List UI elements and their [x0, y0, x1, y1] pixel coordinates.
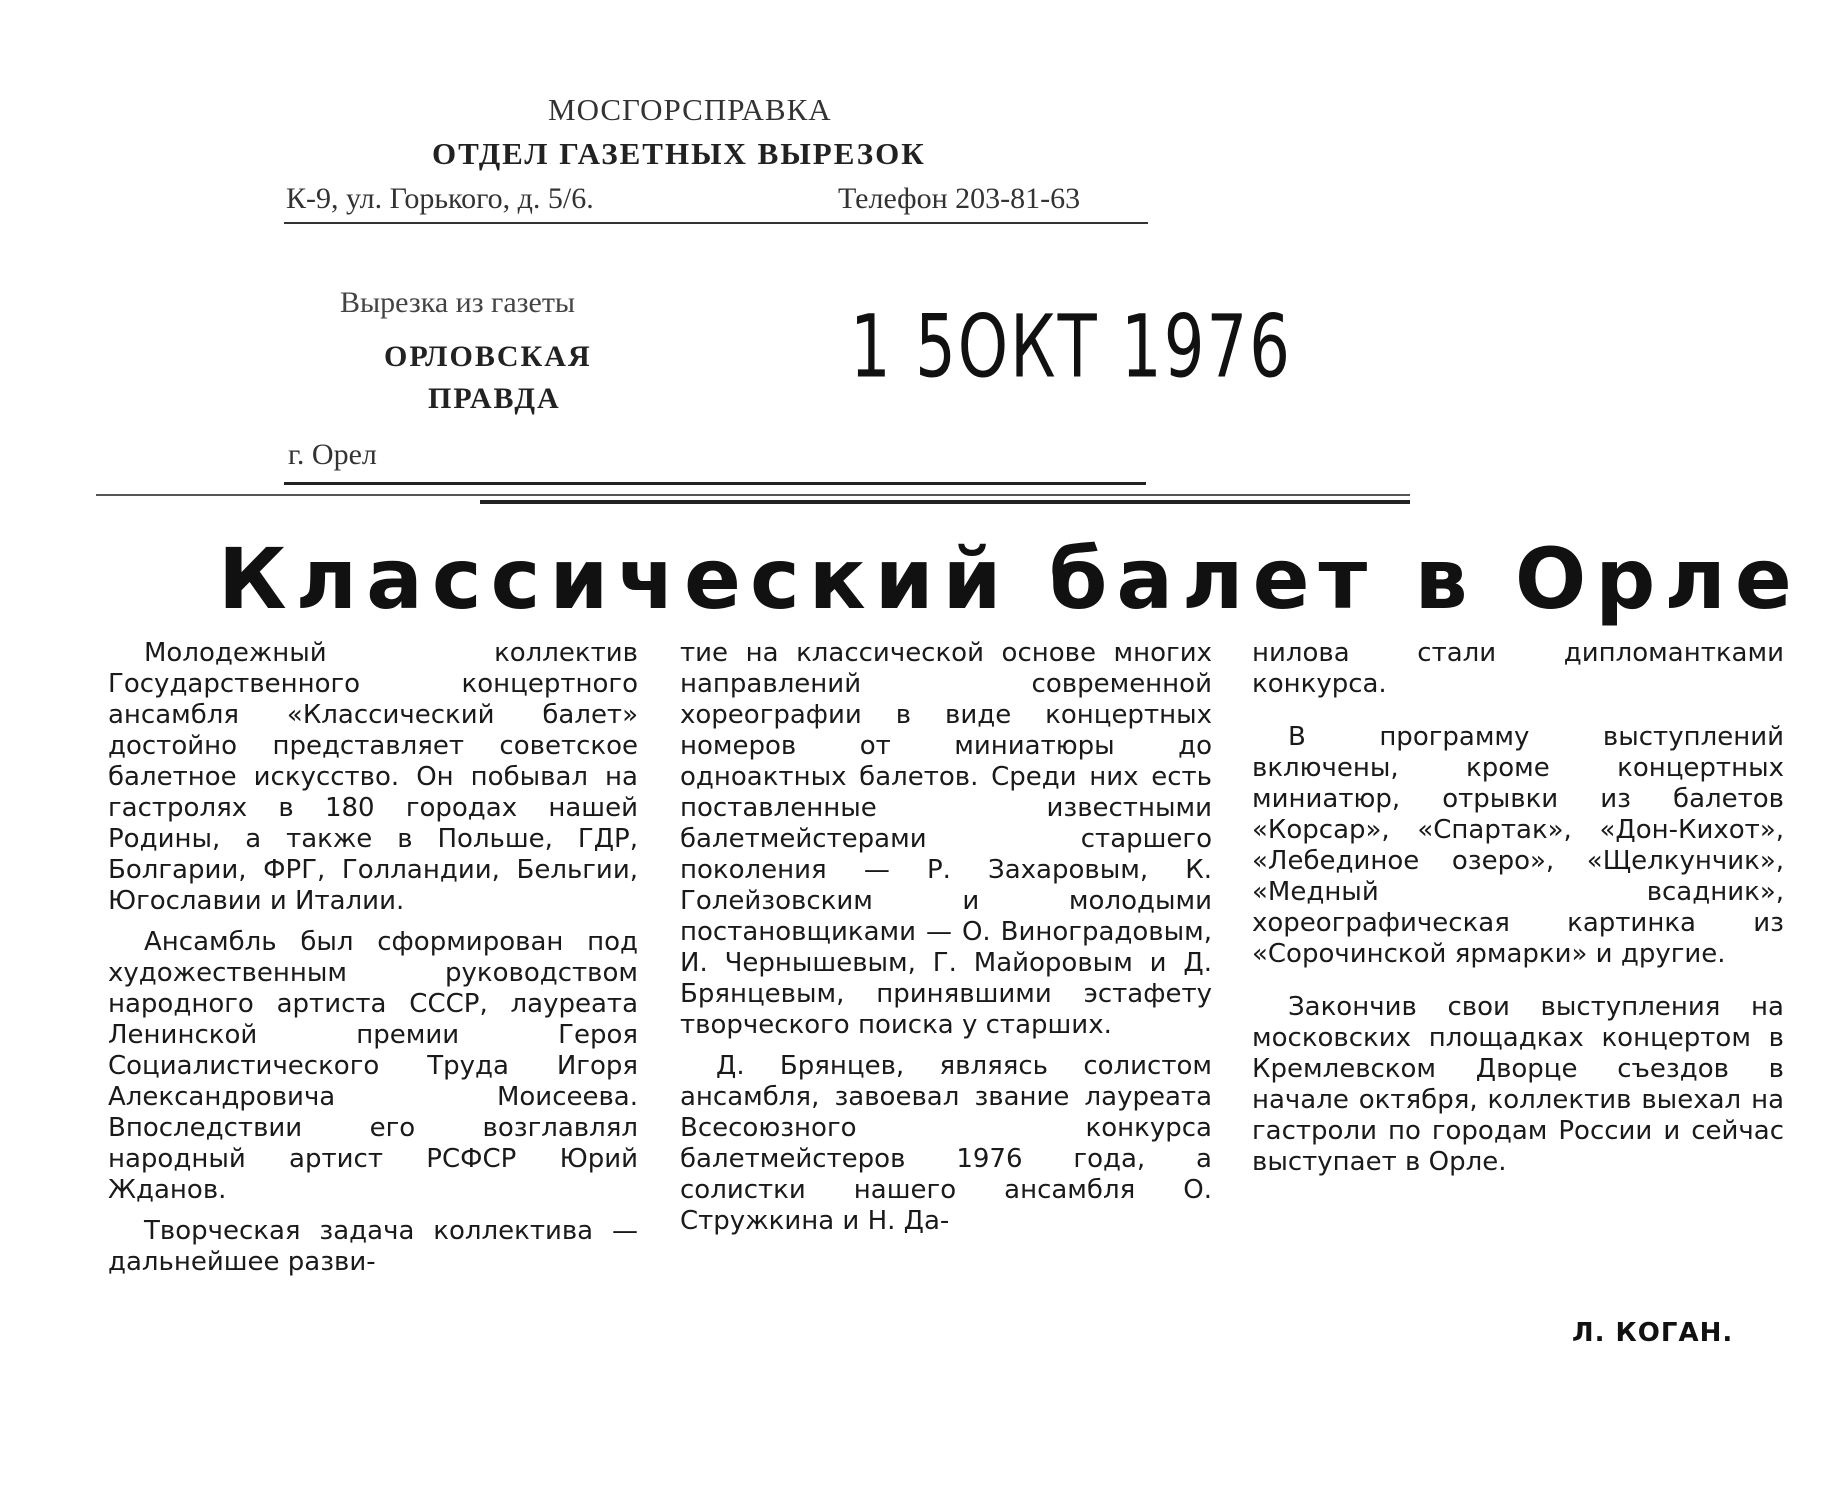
stamp-department: ОТДЕЛ ГАЗЕТНЫХ ВЫРЕЗОК [432, 136, 926, 171]
date-stamp: 1 5ОКТ 1976 [850, 298, 1292, 398]
article-paragraph: Творческая задача коллектива — дальнейшее разви- [108, 1216, 638, 1277]
newspaper-city: г. Орел [288, 438, 377, 471]
article-column-1 [108, 638, 638, 1288]
clipping-label: Вырезка из газеты [340, 286, 576, 319]
article-paragraph: Д. Брянцев, являясь солистом ансамбля, завоевал звание лауреата Всесоюзного конкурса балетмейстеров 1976 года, а солистки нашего ансамбля О. Стружкина и Н. Да- [680, 1051, 1212, 1236]
stamp-address: К-9, ул. Горького, д. 5/6. [286, 182, 594, 215]
article-paragraph: В программу выступлений включены, кроме концертных миниатюр, отрывки из балетов «Корсар», «Спартак», «Дон-Кихот», «Лебединое озеро», «Щелкунчик», «Медный всадник», хореографическая картинка из «Сорочинской ярмарки» и другие. [1252, 722, 1784, 969]
city-divider [284, 482, 1146, 485]
newspaper-name-line2: ПРАВДА [428, 382, 561, 415]
stamp-divider [284, 222, 1148, 224]
article-column-2 [680, 638, 1212, 1247]
article-paragraph: Закончив свои выступления на московских площадках концертом в Кремлевском Дворце съездов в начале октября, коллектив выехал на гастроли по городам России и сейчас выступает в Орле. [1252, 992, 1784, 1177]
clipping-cut-line [96, 494, 1410, 496]
stamp-organization: МОСГОРСПРАВКА [548, 92, 832, 127]
article-paragraph-continued: нилова стали дипломантками конкурса. [1252, 638, 1784, 699]
clipping-cut-line-bold [480, 500, 1410, 504]
stamp-phone: Телефон 203-81-63 [838, 182, 1081, 215]
article-paragraph: Ансамбль был сформирован под художественным руководством народного артиста СССР, лауреата Ленинской премии Героя Социалистического Труда Игоря Александровича Моисеева. Впоследствии его возглавлял народный артист РСФСР Юрий Жданов. [108, 927, 638, 1205]
article-paragraph-continued: тие на классической основе многих направлений современной хореографии в виде концертных номеров от миниатюры до одноактных балетов. Среди них есть поставленные известными балетмейстерами старшего поколения — Р. Захаровым, К. Голейзовским и молодыми постановщиками — О. Виноградовым, И. Чернышевым, Г. Майоровым и Д. Брянцевым, принявшими эстафету творческого поиска у старших. [680, 638, 1212, 1040]
article-paragraph: Молодежный коллектив Государственного концертного ансамбля «Классический балет» достойно представляет советское балетное искусство. Он побывал на гастролях в 180 городах нашей Родины, а также в Польше, ГДР, Болгарии, ФРГ, Голландии, Бельгии, Югославии и Италии. [108, 638, 638, 916]
article-headline: Классический балет в Орле [218, 530, 1801, 628]
newspaper-name-line1: ОРЛОВСКАЯ [384, 340, 592, 373]
article-column-3 [1252, 638, 1784, 1188]
article-byline: Л. КОГАН. [1572, 1318, 1734, 1348]
